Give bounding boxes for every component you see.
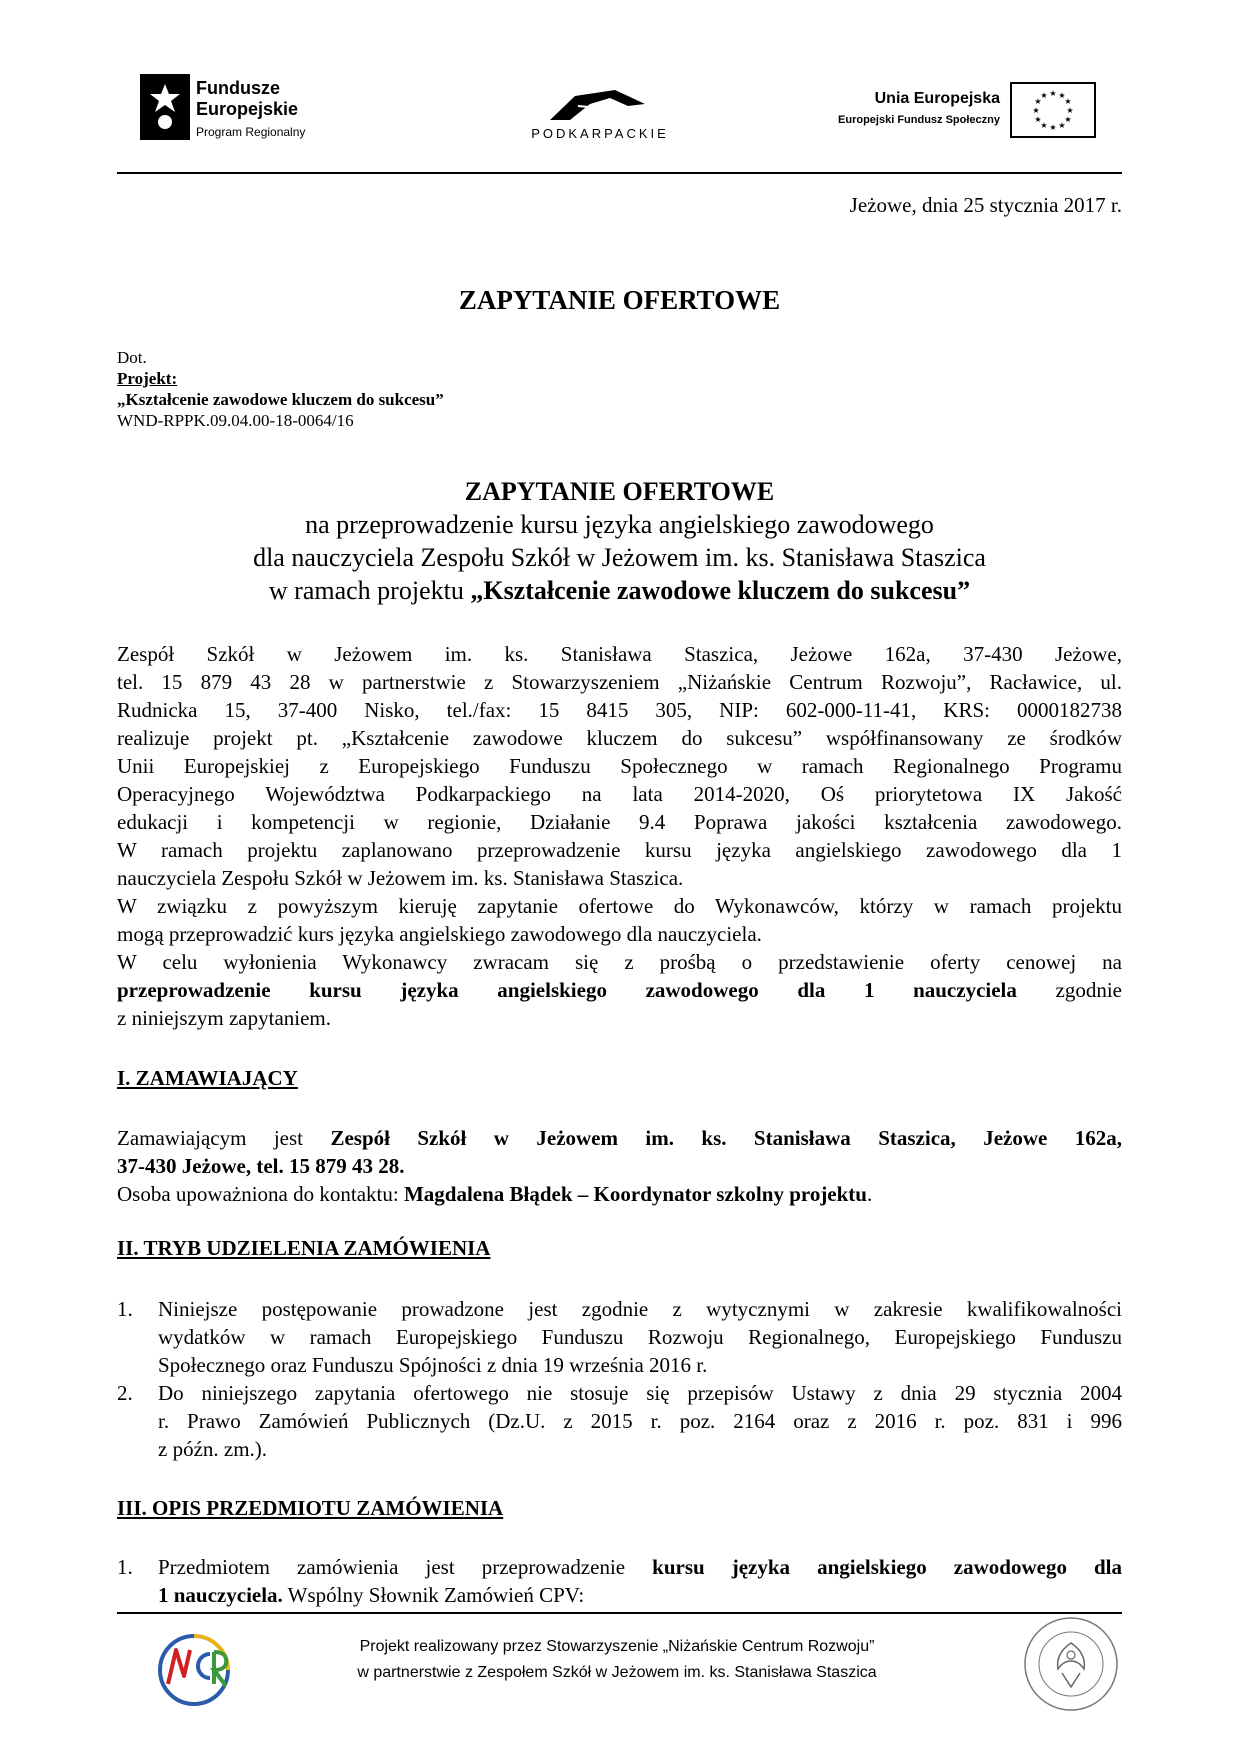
list-item	[117, 1553, 1122, 1609]
zamawiajacy-address: 37-430 Jeżowe, tel. 15 879 43 28.	[117, 1154, 405, 1178]
opis-bold: kursu języka angielskiego zawodowego dla	[652, 1555, 1122, 1579]
intro-bold-text: przeprowadzenie kursu języka angielskiego zawodowego dla 1 nauczyciela	[117, 978, 1017, 1002]
list-item	[117, 1379, 1122, 1463]
list-item-number: 1.	[117, 1555, 133, 1579]
project-code: WND-RPPK.09.04.00-18-0064/16	[117, 411, 354, 430]
project-name: „Kształcenie zawodowe kluczem do sukcesu”	[117, 390, 444, 409]
offer-subtitle-line1: na przeprowadzenie kursu języka angielskiego zawodowego	[305, 510, 934, 539]
offer-subtitle-project-name: „Kształcenie zawodowe kluczem do sukcesu”	[470, 576, 971, 605]
zamawiajacy-line	[117, 1124, 1122, 1152]
podkarpackie-logo	[520, 86, 680, 146]
ue-logo-line1: Unia Europejska	[874, 90, 1000, 107]
reference-block	[117, 347, 717, 431]
project-label: Projekt:	[117, 369, 178, 388]
svg-text:★: ★	[1058, 91, 1066, 100]
contact-line	[117, 1180, 1122, 1208]
intro-line: edukacji i kompetencji w regionie, Działanie 9.4 Poprawa jakości kształcenia zawodowego.	[117, 810, 1122, 834]
footer-line1: Projekt realizowany przez Stowarzyszenie „Niżańskie Centrum Rozwoju”	[359, 1638, 875, 1655]
ncr-logo	[150, 1628, 238, 1708]
opis-bold: 1 nauczyciela.	[158, 1583, 283, 1607]
intro-line: Unii Europejskiej z Europejskiego Funduszu Społecznego w ramach Regionalnego Programu	[117, 754, 1122, 778]
footer-text	[317, 1634, 917, 1686]
fe-logo-line1: Fundusze	[196, 78, 280, 98]
fe-logo-line3: Program Regionalny	[196, 125, 306, 139]
list-item-line: Społecznego oraz Funduszu Spójności z dnia 19 września 2016 r.	[158, 1353, 708, 1377]
intro-line: Operacyjnego Województwa Podkarpackiego na lata 2014-2020, Oś priorytetowa IX Jakość	[117, 782, 1122, 806]
document-title: ZAPYTANIE OFERTOWE	[458, 285, 781, 315]
offer-title: ZAPYTANIE OFERTOWE	[464, 477, 775, 506]
eu-flag-icon	[1010, 82, 1096, 138]
intro-line: W związku z powyższym kieruję zapytanie ofertowe do Wykonawców, którzy w ramach projektu	[117, 894, 1122, 918]
contact-person: Magdalena Błądek – Koordynator szkolny projektu	[403, 1182, 867, 1206]
unia-europejska-logo	[810, 82, 1100, 142]
zamawiajacy-paragraph	[117, 1124, 1122, 1208]
zamawiajacy-name: Zespół Szkół w Jeżowem im. ks. Stanisława Staszica, Jeżowe 162a,	[330, 1126, 1122, 1150]
list-item	[117, 1295, 1122, 1379]
podkarpackie-emblem-icon	[520, 86, 680, 122]
svg-text:★: ★	[1049, 89, 1057, 98]
fe-emblem-icon	[140, 74, 190, 140]
offer-subtitle-line3	[117, 574, 1122, 607]
svg-text:★: ★	[1034, 97, 1042, 106]
list-item-number: 1.	[117, 1297, 133, 1321]
list-item-number: 2.	[117, 1381, 133, 1405]
list-item-line: z późn. zm.).	[158, 1437, 268, 1461]
footer-divider	[117, 1612, 1122, 1614]
intro-line: mogą przeprowadzić kurs języka angielskiego zawodowego dla nauczyciela.	[117, 922, 762, 946]
list-item-line: wydatków w ramach Europejskiego Funduszu Rozwoju Regionalnego, Europejskiego Funduszu	[158, 1325, 1122, 1349]
list-item-line: Niniejsze postępowanie prowadzone jest zgodnie z wytycznymi w zakresie kwalifikowalności	[158, 1297, 1122, 1321]
opis-tail: Wspólny Słownik Zamówień CPV:	[282, 1583, 585, 1607]
intro-line-tail: zgodnie	[1016, 978, 1122, 1002]
offer-title-block	[117, 475, 1122, 607]
offer-subtitle-line2: dla nauczyciela Zespołu Szkół w Jeżowem im. ks. Stanisława Staszica	[253, 543, 986, 572]
intro-line	[117, 976, 1122, 1004]
intro-paragraph	[117, 640, 1122, 1032]
svg-text:★: ★	[1032, 106, 1040, 115]
contact-lead: Osoba upoważniona do kontaktu:	[117, 1182, 404, 1206]
svg-text:★: ★	[1066, 106, 1074, 115]
page-header	[0, 0, 1239, 175]
school-seal-icon	[1022, 1615, 1120, 1713]
svg-text:★: ★	[1040, 121, 1048, 130]
list-item-line	[158, 1581, 1122, 1609]
intro-line: z niniejszym zapytaniem.	[117, 1006, 332, 1030]
zamawiajacy-line	[117, 1152, 1122, 1180]
contact-end: .	[866, 1182, 873, 1206]
fundusze-europejskie-logo	[140, 62, 340, 150]
opis-lead: Przedmiotem zamówienia jest przeprowadzenie	[158, 1555, 653, 1579]
zamawiajacy-lead: Zamawiającym jest	[117, 1126, 331, 1150]
tryb-list	[117, 1295, 1122, 1463]
list-item-line: Do niniejszego zapytania ofertowego nie stosuje się przepisów Ustawy z dnia 29 stycznia 2004	[158, 1381, 1122, 1405]
intro-line: W celu wyłonienia Wykonawcy zwracam się z prośbą o przedstawienie oferty cenowej na	[117, 950, 1122, 974]
intro-line: nauczyciela Zespołu Szkół w Jeżowem im. ks. Stanisława Staszica.	[117, 866, 684, 890]
intro-line: Rudnicka 15, 37-400 Nisko, tel./fax: 15 8415 305, NIP: 602-000-11-41, KRS: 0000182738	[117, 698, 1122, 722]
intro-line: realizuje projekt pt. „Kształcenie zawodowe kluczem do sukcesu” współfinansowany ze środków	[117, 726, 1122, 750]
list-item-line	[158, 1553, 1122, 1581]
section-heading-tryb: II. TRYB UDZIELENIA ZAMÓWIENIA	[117, 1236, 491, 1260]
podkarpackie-logo-text: PODKARPACKIE	[531, 126, 669, 141]
reference-label: Dot.	[117, 348, 147, 367]
intro-line: Zespół Szkół w Jeżowem im. ks. Stanisława Staszica, Jeżowe 162a, 37-430 Jeżowe,	[117, 642, 1122, 666]
svg-text:★: ★	[1034, 115, 1042, 124]
svg-text:★: ★	[1058, 121, 1066, 130]
section-heading-zamawiajacy: I. ZAMAWIAJĄCY	[117, 1066, 298, 1090]
svg-text:★: ★	[1064, 115, 1072, 124]
svg-text:★: ★	[1064, 97, 1072, 106]
document-date: Jeżowe, dnia 25 stycznia 2017 r.	[849, 193, 1122, 217]
section-heading-opis: III. OPIS PRZEDMIOTU ZAMÓWIENIA	[117, 1496, 504, 1520]
opis-list	[117, 1553, 1122, 1609]
header-divider	[117, 172, 1122, 174]
intro-line: W ramach projektu zaplanowano przeprowadzenie kursu języka angielskiego zawodowego dla 1	[117, 838, 1122, 862]
footer-line2: w partnerstwie z Zespołem Szkół w Jeżowem im. ks. Stanisława Staszica	[357, 1664, 877, 1681]
offer-subtitle-line3-lead: w ramach projektu	[268, 576, 471, 605]
list-item-line: r. Prawo Zamówień Publicznych (Dz.U. z 2015 r. poz. 2164 oraz z 2016 r. poz. 831 i 996	[158, 1409, 1122, 1433]
svg-text:★: ★	[1040, 91, 1048, 100]
intro-line: tel. 15 879 43 28 w partnerstwie z Stowarzyszeniem „Niżańskie Centrum Rozwoju”, Racławice, ul.	[117, 670, 1122, 694]
ue-logo-line2: Europejski Fundusz Społeczny	[838, 114, 1000, 126]
fe-logo-line2: Europejskie	[196, 99, 299, 119]
svg-text:★: ★	[1049, 123, 1057, 132]
